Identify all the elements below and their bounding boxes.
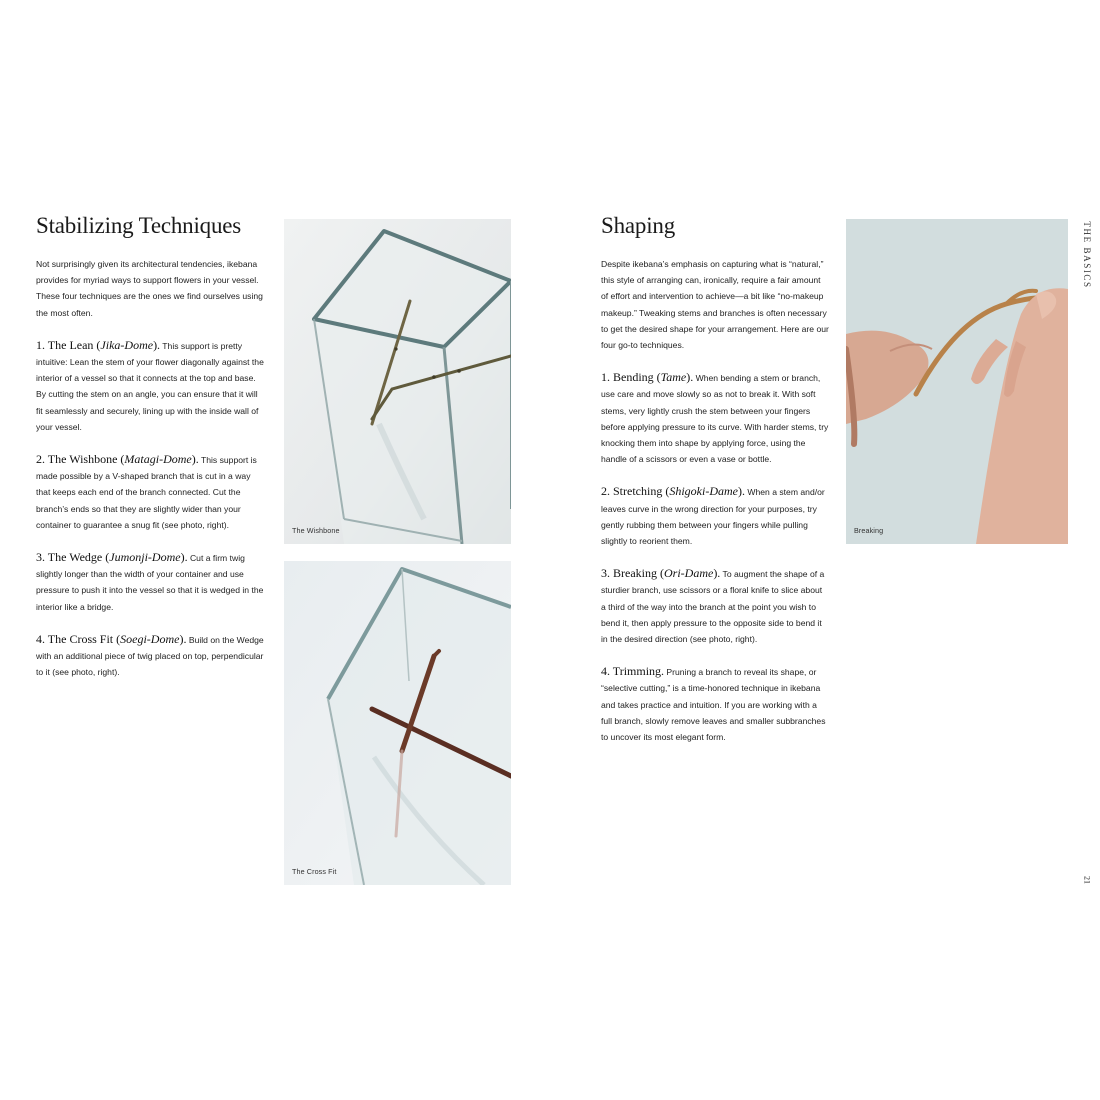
- section-heading-stabilizing: Stabilizing Techniques: [36, 213, 242, 238]
- page-number: 21: [1082, 876, 1092, 884]
- wishbone-illustration: [284, 219, 511, 544]
- technique-item: 1. Bending (Tame). When bending a stem or branch, use care and move slowly so as not to break it. With soft stems, very lightly crush the stem between your fingers before applying pressure to its curve. With harder stems, try knocking them into shape by applying force, using the handle of a scissors or even a vase or bottle.: [601, 370, 829, 465]
- technique-item: 3. The Wedge (Jumonji-Dome). Cut a firm twig slightly longer than the width of your container and use pressure to push it into the vessel so that it is wedged in the interior like a bridge.: [36, 550, 264, 612]
- intro-paragraph: Despite ikebana’s emphasis on capturing what is “natural,” this style of arranging can, ironically, require a fair amount of effort and intervention to achieve—a bit like “no-makeup makeup.” Tweaking stems and branches is often necessary to get the desired shape for your arrangement. Here are our four go-to techniques.: [601, 259, 829, 351]
- technique-item: 2. Stretching (Shigoki-Dame). When a stem and/or leaves curve in the wrong direction for your purposes, try gently rubbing them between your fingers while pulling slightly to reorient them.: [601, 484, 825, 547]
- crossfit-caption: The Cross Fit: [292, 867, 337, 876]
- wishbone-photo: [284, 219, 511, 544]
- technique-item: 2. The Wishbone (Matagi-Dome). This support is made possible by a V-shaped branch that is cut in a way that keeps each end of the branch connected. Cut the branch’s ends so that they are slightly wider than your container to guarantee a snug fit (see photo, right).: [36, 452, 257, 530]
- crossfit-photo: [284, 561, 511, 885]
- crossfit-illustration: [284, 561, 511, 885]
- section-heading-shaping: Shaping: [601, 213, 675, 238]
- breaking-illustration: [846, 219, 1068, 544]
- technique-item: 4. Trimming. Pruning a branch to reveal its shape, or “selective cutting,” is a time-honored technique in ikebana and takes practice and intuition. If you are working with a full branch, slowly remove leaves and smaller subbranches to uncover its most elegant form.: [601, 664, 826, 743]
- technique-item: 1. The Lean (Jika-Dome). This support is pretty intuitive: Lean the stem of your flower diagonally against the interior of a vessel so that it connects at the top and base. By cutting the stem on an angle, you can ensure that it will fit seamlessly and securely, lining up with the inside wall of your vessel.: [36, 337, 264, 432]
- technique-item: 3. Breaking (Ori-Dame). To augment the shape of a sturdier branch, use scissors or a floral knife to slice about a third of the way into the branch at the point you wish to bend it, then apply pressure to the opposite side to bend it in the desired direction (see photo, right).: [601, 566, 825, 645]
- breaking-caption: Breaking: [854, 526, 884, 535]
- running-head: THE BASICS: [1082, 221, 1092, 289]
- breaking-photo: [846, 219, 1068, 544]
- wishbone-caption: The Wishbone: [292, 526, 340, 535]
- intro-paragraph: Not surprisingly given its architectural tendencies, ikebana provides for myriad ways to support flowers in your vessel. These four techniques are the ones we find ourselves using the most often.: [36, 259, 263, 318]
- shaping-text-column: [601, 256, 829, 761]
- technique-item: 4. The Cross Fit (Soegi-Dome). Build on the Wedge with an additional piece of twig placed on top, perpendicular to it (see photo, right).: [36, 631, 264, 678]
- stabilizing-text-column: [36, 256, 264, 696]
